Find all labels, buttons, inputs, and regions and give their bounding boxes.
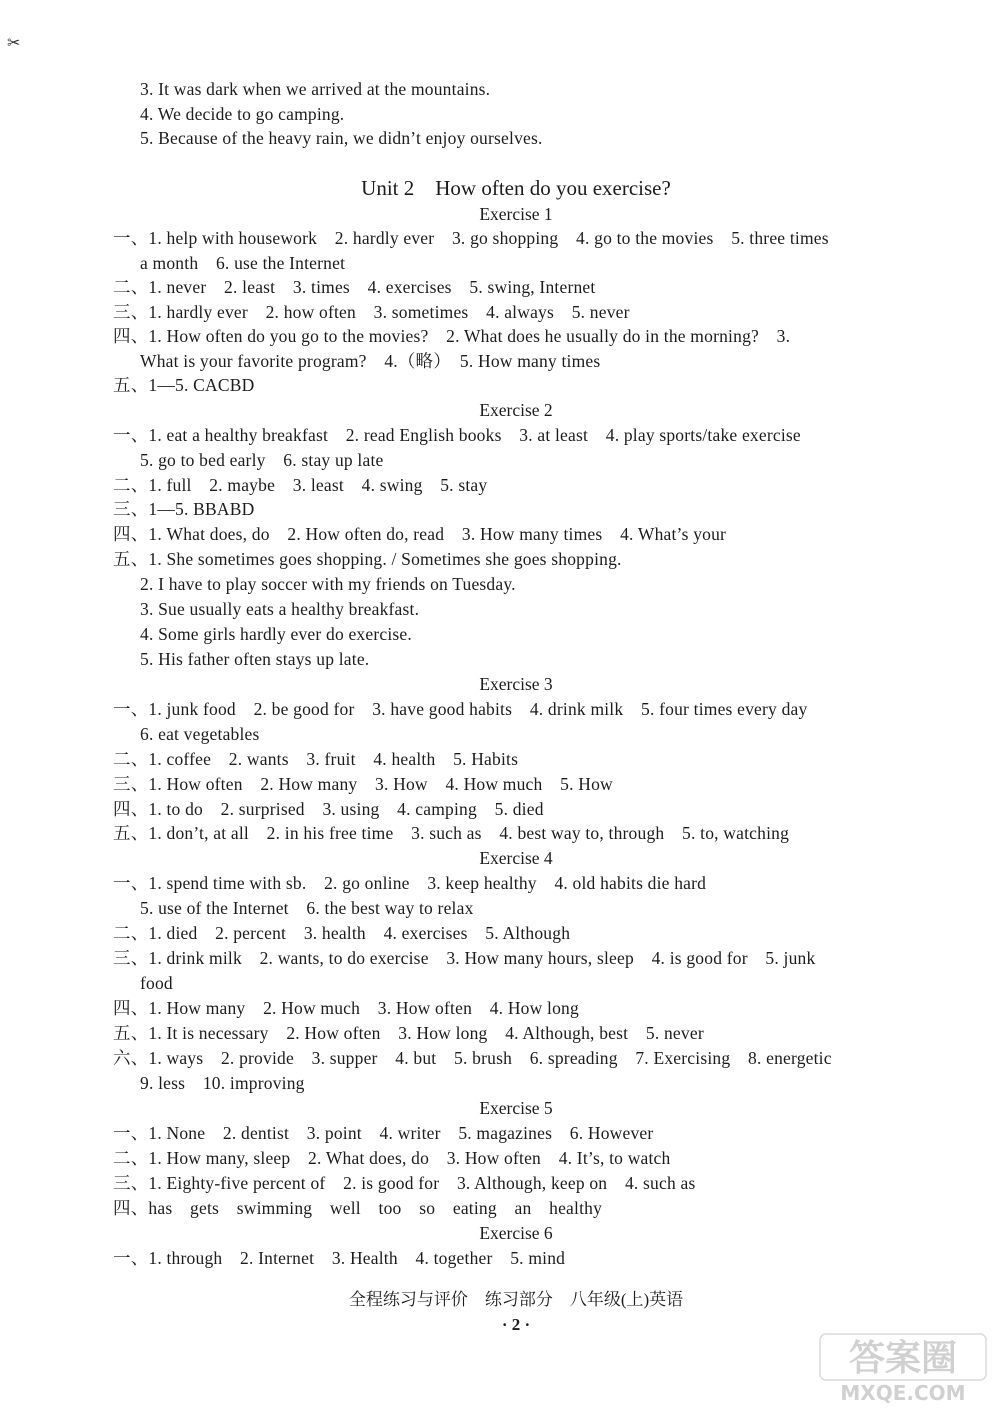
answer-line: 3. It was dark when we arrived at the mountains. [140, 79, 491, 99]
answer-line: 四、1. How often do you go to the movies? 2. What does he usually do in the morning? 3. [113, 326, 791, 346]
answer-line: food [140, 973, 173, 993]
answer-line: 5. His father often stays up late. [140, 649, 370, 669]
footer-book-title: 全程练习与评价 练习部分 八年级(上)英语 [348, 1290, 684, 1309]
answer-line: 一、1. eat a healthy breakfast 2. read English books 3. at least 4. play sports/take exercise [113, 425, 801, 445]
answer-line: 一、1. help with housework 2. hardly ever 3. go shopping 4. go to the movies 5. three times [113, 228, 829, 248]
answer-line: 六、1. ways 2. provide 3. supper 4. but 5. brush 6. spreading 7. Exercising 8. energetic [113, 1048, 832, 1068]
answer-line: 二、1. full 2. maybe 3. least 4. swing 5. stay [113, 475, 488, 495]
answer-line: 5. go to bed early 6. stay up late [140, 450, 384, 470]
answer-line: 4. We decide to go camping. [140, 104, 345, 124]
answer-line: 二、1. never 2. least 3. times 4. exercises 5. swing, Internet [113, 277, 596, 297]
answer-line: 一、1. through 2. Internet 3. Health 4. together 5. mind [113, 1248, 566, 1268]
answer-line: a month 6. use the Internet [140, 253, 346, 273]
exercise-heading: Exercise 4 [479, 848, 553, 868]
page-number: · 2 · [501, 1315, 531, 1334]
exercise-heading: Exercise 3 [479, 674, 553, 694]
answer-line: 三、1—5. BBABD [113, 499, 255, 519]
answer-line: 二、1. How many, sleep 2. What does, do 3. How often 4. It’s, to watch [113, 1148, 671, 1168]
answer-line: 3. Sue usually eats a healthy breakfast. [140, 599, 420, 619]
answer-line: 五、1. don’t, at all 2. in his free time 3. such as 4. best way to, through 5. to, watching [113, 823, 790, 843]
answer-line: 三、1. drink milk 2. wants, to do exercise 3. How many hours, sleep 4. is good for 5. junk [113, 948, 816, 968]
watermark-logo [814, 1330, 992, 1406]
scissors-icon: ✂ [7, 35, 21, 52]
answer-line: 五、1. It is necessary 2. How often 3. How long 4. Although, best 5. never [113, 1023, 704, 1043]
answer-line: 二、1. coffee 2. wants 3. fruit 4. health 5. Habits [113, 749, 519, 769]
unit-title: Unit 2 How often do you exercise? [361, 176, 671, 200]
answer-line: 一、1. spend time with sb. 2. go online 3. keep healthy 4. old habits die hard [113, 873, 707, 893]
answer-line: 四、1. How many 2. How much 3. How often 4. How long [113, 998, 579, 1018]
answer-line: 三、1. hardly ever 2. how often 3. sometimes 4. always 5. never [113, 302, 630, 322]
watermark-logo-text: 答案圈 [848, 1338, 958, 1379]
answer-line: 四、has gets swimming well too so eating an healthy [113, 1198, 603, 1218]
answer-line: 三、1. Eighty-five percent of 2. is good for 3. Although, keep on 4. such as [113, 1173, 696, 1193]
exercise-heading: Exercise 5 [479, 1098, 553, 1118]
answer-line: 5. use of the Internet 6. the best way to relax [140, 898, 474, 918]
exercise-heading: Exercise 2 [479, 400, 553, 420]
answer-line: 三、1. How often 2. How many 3. How 4. How much 5. How [113, 774, 613, 794]
answer-line: 4. Some girls hardly ever do exercise. [140, 624, 412, 644]
answer-line: 6. eat vegetables [140, 724, 260, 744]
answer-line: 一、1. None 2. dentist 3. point 4. writer 5. magazines 6. However [113, 1123, 654, 1143]
answer-line: 五、1—5. CACBD [113, 375, 255, 395]
answer-line: 四、1. to do 2. surprised 3. using 4. camping 5. died [113, 799, 544, 819]
answer-line: 2. I have to play soccer with my friends on Tuesday. [140, 574, 516, 594]
answer-line: 五、1. She sometimes goes shopping. / Sometimes she goes shopping. [113, 549, 622, 569]
answer-line: 二、1. died 2. percent 3. health 4. exercises 5. Although [113, 923, 571, 943]
answer-line: 9. less 10. improving [140, 1073, 305, 1093]
exercise-heading: Exercise 6 [479, 1223, 553, 1243]
answer-line: What is your favorite program? 4.（略） 5. How many times [140, 351, 601, 371]
answer-line: 四、1. What does, do 2. How often do, read 3. How many times 4. What’s your [113, 524, 727, 544]
answer-line: 5. Because of the heavy rain, we didn’t enjoy ourselves. [140, 128, 543, 148]
answer-line: 一、1. junk food 2. be good for 3. have good habits 4. drink milk 5. four times every day [113, 699, 808, 719]
watermark-url-text: MXQE.COM [840, 1381, 966, 1405]
exercise-heading: Exercise 1 [479, 204, 553, 224]
